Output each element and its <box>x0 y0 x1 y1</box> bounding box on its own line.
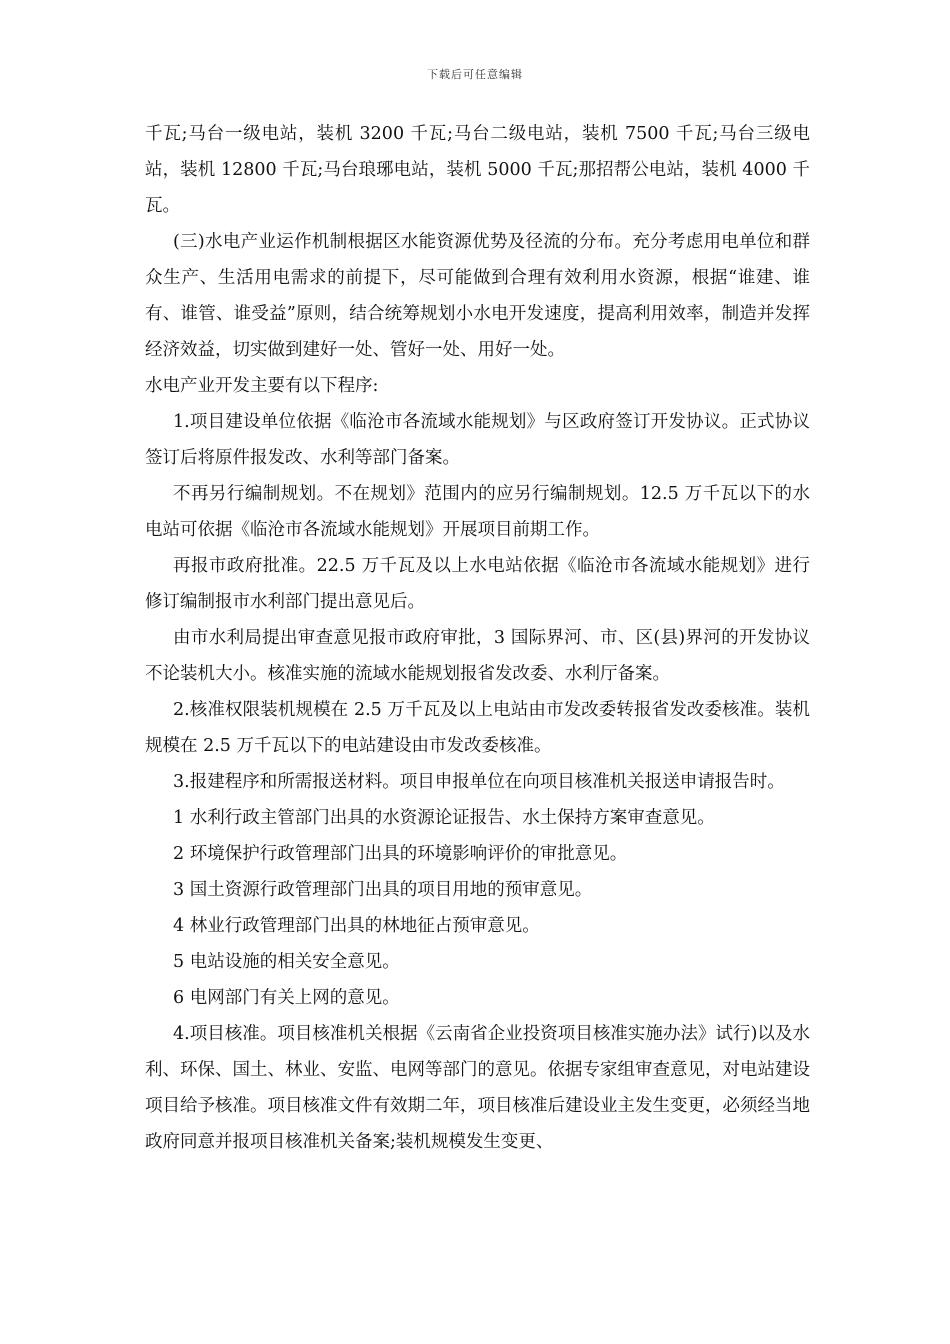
list-item: 6 电网部门有关上网的意见。 <box>173 988 400 1008</box>
list-item: 4 林业行政管理部门出具的林地征占预审意见。 <box>173 916 540 936</box>
list-item: 5 电站设施的相关安全意见。 <box>173 952 400 972</box>
list-item: 2 环境保护行政管理部门出具的环境影响评价的审批意见。 <box>173 844 628 864</box>
paragraph: 1.项目建设单位依据《临沧市各流域水能规划》与区政府签订开发协议。正式协议签订后将原件报发改、水利等部门备案。 <box>145 412 810 468</box>
paragraph: 再报市政府批准。22.5 万千瓦及以上水电站依据《临沧市各流域水能规划》进行修订编制报市水利部门提出意见后。 <box>145 556 810 612</box>
paragraph: 2.核准权限装机规模在 2.5 万千瓦及以上电站由市发改委转报省发改委核准。装机规模在 2.5 万千瓦以下的电站建设由市发改委核准。 <box>145 700 810 756</box>
list-item: 3 国土资源行政管理部门出具的项目用地的预审意见。 <box>173 880 593 900</box>
paragraph: 由市水利局提出审查意见报市政府审批，3 国际界河、市、区(县)界河的开发协议不论装机大小。核准实施的流域水能规划报省发改委、水利厅备案。 <box>145 628 810 684</box>
paragraph: 3.报建程序和所需报送材料。项目申报单位在向项目核准机关报送申请报告时。 <box>173 772 785 792</box>
document-body <box>145 116 810 1160</box>
paragraph: 千瓦;马台一级电站，装机 3200 千瓦;马台二级电站，装机 7500 千瓦;马台三级电站，装机 12800 千瓦;马台琅琊电站，装机 5000 千瓦;那招帮公电站，装机 4000 千瓦。 <box>145 124 810 216</box>
list-item: 1 水利行政主管部门出具的水资源论证报告、水土保持方案审查意见。 <box>173 808 715 828</box>
paragraph: (三)水电产业运作机制根据区水能资源优势及径流的分布。充分考虑用电单位和群众生产、生活用电需求的前提下，尽可能做到合理有效利用水资源，根据“谁建、谁有、谁管、谁受益”原则，结合统筹规划小水电开发速度，提高利用效率，制造并发挥经济效益，切实做到建好一处、管好一处、用好一处。 <box>145 232 810 360</box>
paragraph: 不再另行编制规划。不在规划》范围内的应另行编制规划。12.5 万千瓦以下的水电站可依据《临沧市各流域水能规划》开展项目前期工作。 <box>145 484 810 540</box>
paragraph: 4.项目核准。项目核准机关根据《云南省企业投资项目核准实施办法》试行)以及水利、环保、国土、林业、安监、电网等部门的意见。依据专家组审查意见，对电站建设项目给予核准。项目核准文件有效期二年，项目核准后建设业主发生变更，必须经当地政府同意并报项目核准机关备案;装机规模发生变更、 <box>145 1024 810 1152</box>
paragraph: 水电产业开发主要有以下程序: <box>145 376 379 396</box>
page-header: 下载后可任意编辑 <box>427 68 523 81</box>
